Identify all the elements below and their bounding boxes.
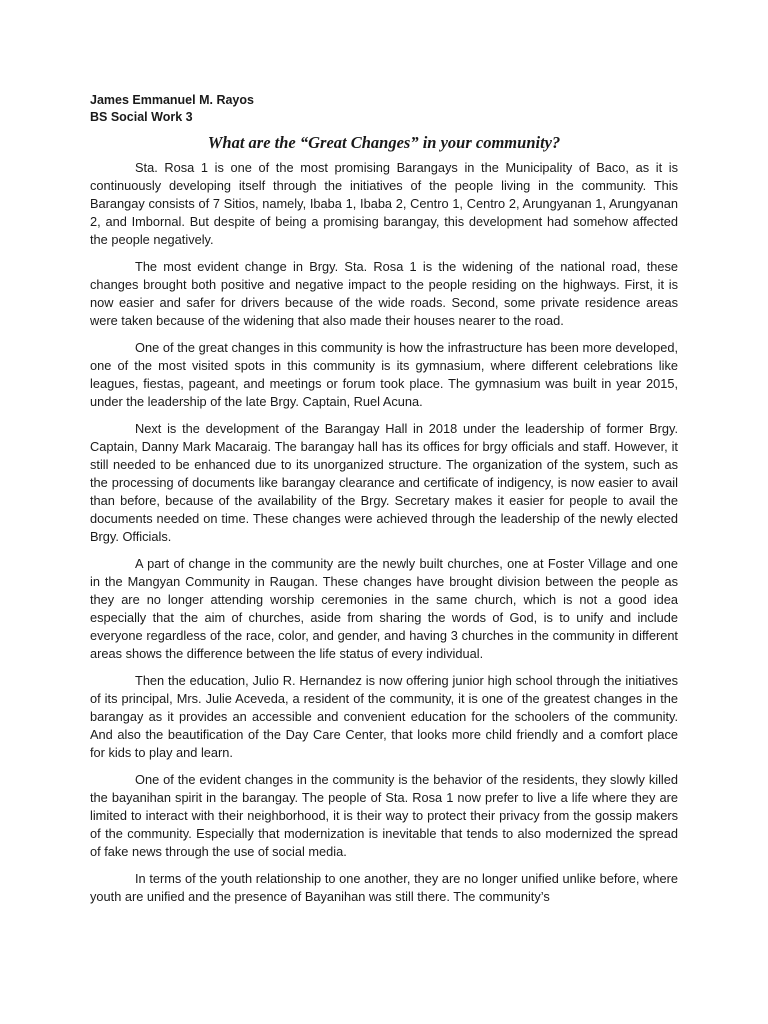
- paragraph-youth: In terms of the youth relationship to one another, they are no longer unified unlike before, where youth are unified and the presence of Bayanihan was still there. The community’s: [90, 871, 678, 905]
- paragraph-national-road: The most evident change in Brgy. Sta. Rosa 1 is the widening of the national road, these changes brought both positive and negative impact to the people residing on the highways. First, it is now easier and safer for drivers because of the wide roads. Second, some private residence areas were taken because of the widening that also made their houses nearer to the road.: [90, 259, 678, 328]
- paragraph-churches: A part of change in the community are the newly built churches, one at Foster Village and one in the Mangyan Community in Raugan. These changes have brought division between the people as they are no longer attending worship ceremonies in the same church, which is not a good idea especially that the aim of churches, aside from sharing the words of God, is to unify and include everyone regardless of the race, color, and gender, and having 3 churches in the community in different areas shows the difference between the life status of every individual.: [90, 556, 678, 661]
- paragraph-behavior: One of the evident changes in the community is the behavior of the residents, they slowly killed the bayanihan spirit in the barangay. The people of Sta. Rosa 1 now prefer to live a life where they are limited to interact with their neighborhood, it is their way to protect their privacy from the gossip makers of the community. Especially that modernization is inevitable that tends to also modernized the spread of fake news through the use of social media.: [90, 772, 678, 859]
- document-page: [90, 92, 678, 915]
- author-name: James Emmanuel M. Rayos: [90, 93, 254, 107]
- paragraph-education: Then the education, Julio R. Hernandez is now offering junior high school through the initiatives of its principal, Mrs. Julie Aceveda, a resident of the community, it is one of the greatest changes in the barangay as it provides an accessible and convenient education for the schoolers of the community. And also the beautification of the Day Care Center, that looks more child friendly and a comfort place for kids to play and learn.: [90, 673, 678, 760]
- paragraph-intro: Sta. Rosa 1 is one of the most promising Barangays in the Municipality of Baco, as it is continuously developing itself through the initiatives of the people living in the community. This Barangay consists of 7 Sitios, namely, Ibaba 1, Ibaba 2, Centro 1, Centro 2, Arungyanan 1, Arungyanan 2, and Imbornal. But despite of being a promising barangay, this development had somehow affected the people negatively.: [90, 160, 678, 247]
- document-title: What are the “Great Changes” in your community?: [207, 133, 561, 152]
- paragraph-infrastructure: One of the great changes in this community is how the infrastructure has been more developed, one of the most visited spots in this community is its gymnasium, where different celebrations like leagues, fiestas, pageant, and meetings or forum took place. The gymnasium was built in year 2015, under the leadership of the late Brgy. Captain, Ruel Acuna.: [90, 340, 678, 409]
- paragraph-barangay-hall: Next is the development of the Barangay Hall in 2018 under the leadership of former Brgy. Captain, Danny Mark Macaraig. The barangay hall has its offices for brgy officials and staff. However, it still needed to be enhanced due to its unorganized structure. The organization of the system, such as the processing of documents like barangay clearance and certificate of indigency, is now easier to avail than before, because of the availability of the Brgy. Secretary makes it easier for people to avail the documents needed on time. These changes were achieved through the leadership of the newly elected Brgy. Officials.: [90, 421, 678, 544]
- course-label: BS Social Work 3: [90, 110, 193, 124]
